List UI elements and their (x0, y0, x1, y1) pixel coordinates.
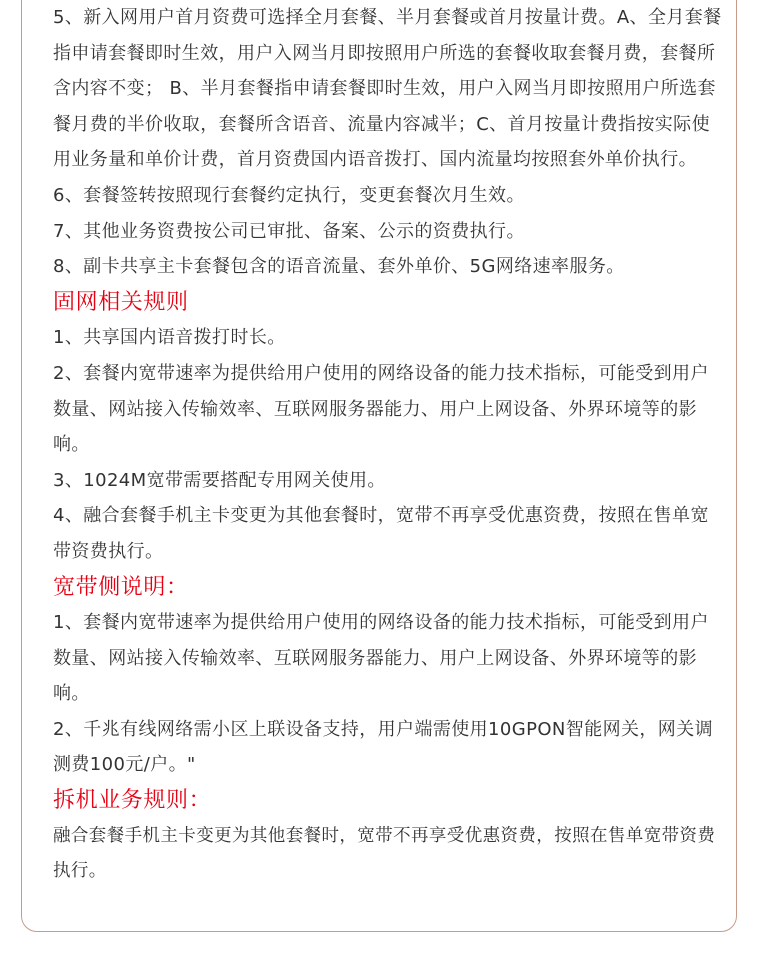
fixed-network-rule-4: 4、融合套餐手机主卡变更为其他套餐时，宽带不再享受优惠资费，按照在售单宽带资费执行。 (53, 505, 709, 562)
tariff-rule-8: 8、副卡共享主卡套餐包含的语音流量、套外单价、5G网络速率服务。 (53, 256, 625, 278)
fixed-network-rule-1: 1、共享国内语音拨打时长。 (53, 327, 286, 349)
fixed-network-rule-2: 2、套餐内宽带速率为提供给用户使用的网络设备的能力技术指标，可能受到用户数量、网站接入传输效率、互联网服务器能力、用户上网设备、外界环境等的影响。 (53, 362, 709, 456)
tariff-rule-6: 6、套餐签转按照现行套餐约定执行，变更套餐次月生效。 (53, 184, 525, 206)
disconnection-rules-heading: 拆机业务规则： (53, 788, 212, 814)
broadband-notes-heading: 宽带侧说明： (53, 574, 189, 600)
fixed-network-rule-3: 3、1024M宽带需要搭配专用网关使用。 (53, 469, 386, 491)
fixed-network-rules-heading: 固网相关规则 (53, 289, 189, 315)
disconnection-rule: 融合套餐手机主卡变更为其他套餐时，宽带不再享受优惠资费，按照在售单宽带资费执行。 (53, 825, 716, 882)
tariff-rule-5: 5、新入网用户首月资费可选择全月套餐、半月套餐或首月按量计费。A、全月套餐指申请套餐即时生效，用户入网当月即按照用户所选的套餐收取套餐月费，套餐所含内容不变； B、半月套餐指申请套餐即时生效，用户入网当月即按照用户所选套餐月费的半价收取，套餐所含语音、流量内容减半；C、首月按量计费指按实际使用业务量和单价计费，首月资费国内语音拨打、国内流量均按照套外单价执行。 (53, 7, 722, 171)
rules-content (53, 0, 725, 890)
tariff-rule-7: 7、其他业务资费按公司已审批、备案、公示的资费执行。 (53, 220, 525, 242)
broadband-note-1: 1、套餐内宽带速率为提供给用户使用的网络设备的能力技术指标，可能受到用户数量、网站接入传输效率、互联网服务器能力、用户上网设备、外界环境等的影响。 (53, 612, 709, 705)
broadband-note-2: 2、千兆有线网络需小区上联设备支持，用户端需使用10GPON智能网关，网关调测费100元/户。" (53, 718, 713, 776)
